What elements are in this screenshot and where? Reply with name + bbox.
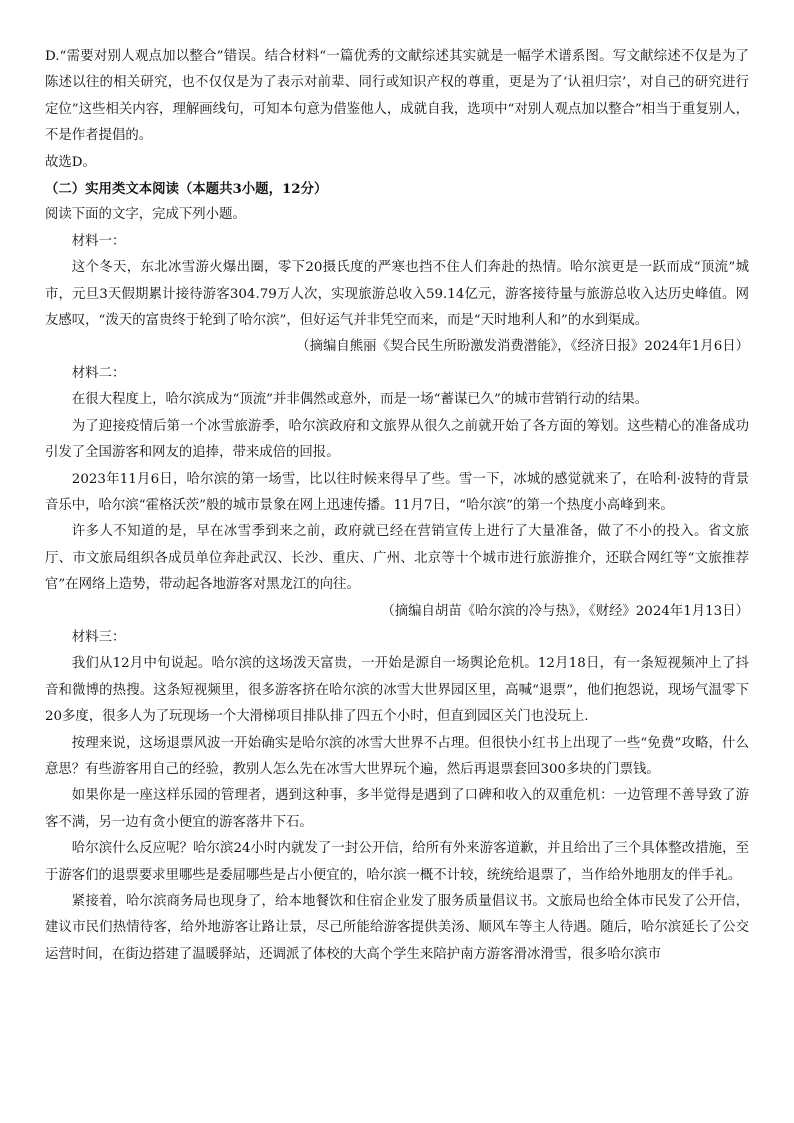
paragraph: 材料三： bbox=[71, 629, 126, 645]
source-citation: （摘编自熊丽《契合民生所盼激发消费潜能》，《经济日报》2024年1月6日） bbox=[296, 339, 749, 355]
paragraph: 阅读下面的文字，完成下列小题。 bbox=[45, 207, 246, 223]
paragraph: 故选D。 bbox=[45, 154, 96, 170]
paragraph: 在很大程度上，哈尔滨成为“顶流”并非偶然或意外，而是一场“蓄谋已久”的城市营销行动的结果。 bbox=[71, 392, 649, 408]
paragraph: 按理来说，这场退票风波一开始确实是哈尔滨的冰雪大世界不占理。但很快小红书上出现了一些“免费”攻略，什么意思？有些游客用自己的经验，教别人怎么先在冰雪大世界玩个遍，然后再退票套回300多块的门票钱。 bbox=[45, 735, 749, 777]
paragraph: 紧接着，哈尔滨商务局也现身了，给本地餐饮和住宿企业发了服务质量倡议书。文旅局也给全体市民发了公开信，建议市民们热情待客，给外地游客让路让景，尽己所能给游客提供美汤、顺风车等主人待遇。随后，哈尔滨延长了公交运营时间，在街边搭建了温暖驿站，还调派了体校的大高个学生来陪护南方游客滑冰滑雪，很多哈尔滨市 bbox=[45, 894, 749, 962]
paragraph: 为了迎接疫情后第一个冰雪旅游季，哈尔滨政府和文旅界从很久之前就开始了各方面的筹划。这些精心的准备成功引发了全国游客和网友的追捧，带来成倍的回报。 bbox=[45, 418, 749, 461]
section-heading: （二）实用类文本阅读（本题共3小题，12分） bbox=[45, 181, 328, 198]
paragraph: D.“需要对别人观点加以整合”错误。结合材料“一篇优秀的文献综述其实就是一幅学术谱系图。写文献综述不仅是为了陈述以往的相关研究，也不仅仅是为了表示对前辈、同行或知识产权的尊重，更是为了‘认祖归宗’，对自己的研究进行定位”这些相关内容，理解画线句，可知本句意为借鉴他人，成就自我，选项中“对别人观点加以整合”相当于重复别人，不是作者提倡的。 bbox=[45, 49, 749, 144]
paragraph: 2023年11月6日，哈尔滨的第一场雪，比以往时候来得早了些。雪一下，冰城的感觉就来了，在哈利·波特的背景音乐中，哈尔滨“霍格沃茨”般的城市景象在网上迅速传播。11月7日，“哈尔滨”的第一个热度小高峰到来。 bbox=[45, 471, 749, 513]
paragraph: 这个冬天，东北冰雪游火爆出圈，零下20摄氏度的严寒也挡不住人们奔赴的热情。哈尔滨更是一跃而成“顶流”城市，元旦3天假期累计接待游客304.79万人次，实现旅游总收入59.14亿元，游客接待量与旅游总收入达历史峰值。网友感叹，“泼天的富贵终于轮到了哈尔滨”，但好运气并非凭空而来，而是“天时地利人和”的水到渠成。 bbox=[45, 260, 749, 329]
paragraph: 我们从12月中旬说起。哈尔滨的这场泼天富贵，一开始是源自一场舆论危机。12月18日，有一条短视频冲上了抖音和微博的热搜。这条短视频里，很多游客挤在哈尔滨的冰雪大世界园区里，高喊“退票”，他们抱怨说，现场气温零下20多度，很多人为了玩现场一个大滑梯项目排队排了四五个小时，但直到园区关门也没玩上. bbox=[45, 656, 749, 725]
paragraph: 哈尔滨什么反应呢？哈尔滨24小时内就发了一封公开信，给所有外来游客道歉，并且给出了三个具体整改措施，至于游客们的退票要求里哪些是委屈哪些是占小便宜的，哈尔滨一概不计较，统统给退票了，当作给外地朋友的伴手礼。 bbox=[45, 841, 749, 883]
paragraph: 材料二： bbox=[71, 365, 126, 381]
paragraph: 材料一： bbox=[71, 233, 126, 249]
paragraph: 如果你是一座这样乐园的管理者，遇到这种事，多半觉得是遇到了口碑和收入的双重危机：一边管理不善导致了游客不满，另一边有贪小便宜的游客落井下石。 bbox=[45, 788, 749, 830]
paragraph: 许多人不知道的是，早在冰雪季到来之前，政府就已经在营销宣传上进行了大量准备，做了不小的投入。省文旅厅、市文旅局组织各成员单位奔赴武汉、长沙、重庆、广州、北京等十个城市进行旅游推介，还联合网红等“文旅推荐官”在网络上造势，带动起各地游客对黑龙江的向往。 bbox=[45, 524, 749, 593]
source-citation: （摘编自胡苗《哈尔滨的冷与热》，《财经》2024年1月13日） bbox=[381, 603, 749, 619]
document-page bbox=[45, 44, 749, 968]
